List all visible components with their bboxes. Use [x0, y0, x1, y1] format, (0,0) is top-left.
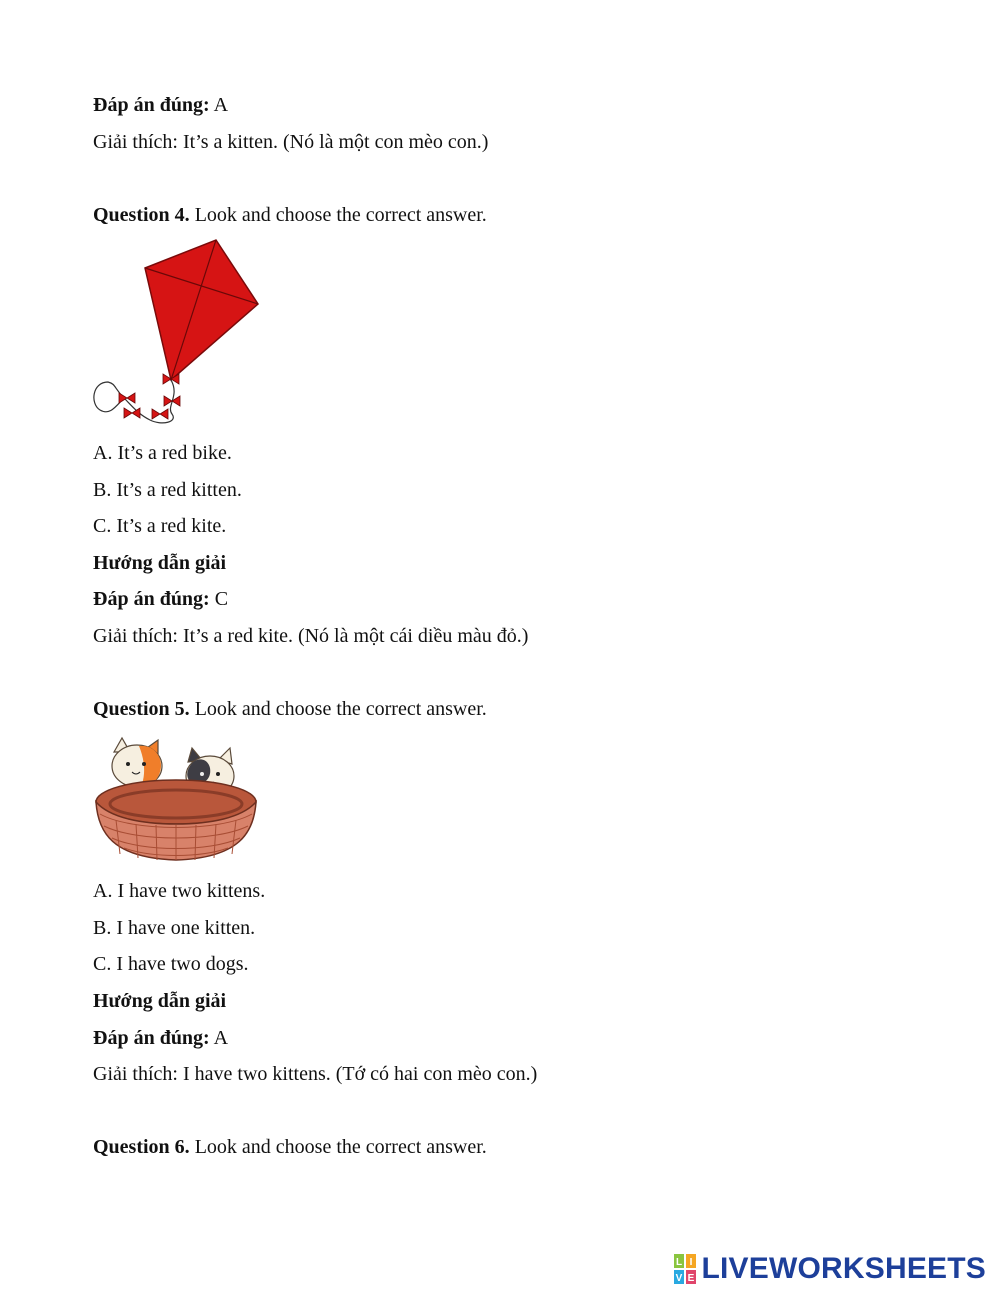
answer-value: A — [209, 94, 229, 116]
question-instruction: Look and choose the correct answer. — [189, 1136, 487, 1158]
q5-option-a: A. I have two kittens. — [93, 880, 266, 902]
question-title: Question 6. — [93, 1136, 190, 1158]
answer-value: A — [209, 1027, 229, 1049]
q4-guide-heading: Hướng dẫn giải — [93, 552, 227, 574]
logo-letter: L — [675, 1257, 682, 1268]
q6-heading — [93, 1135, 487, 1159]
q3-answer-line — [93, 93, 228, 117]
answer-label: Đáp án đúng: — [93, 94, 210, 116]
q4-answer-line — [93, 587, 228, 611]
q3-explanation: Giải thích: It’s a kitten. (Nó là một con mèo con.) — [93, 131, 489, 153]
question-instruction: Look and choose the correct answer. — [189, 698, 487, 720]
q5-heading — [93, 697, 487, 721]
q5-explanation: Giải thích: I have two kittens. (Tớ có hai con mèo con.) — [93, 1063, 538, 1085]
logo-letter: E — [687, 1273, 694, 1284]
liveworksheets-logo — [674, 1252, 987, 1286]
kittens-basket-image — [92, 732, 262, 867]
logo-letter: V — [675, 1273, 682, 1284]
answer-value: C — [209, 588, 229, 610]
question-instruction: Look and choose the correct answer. — [189, 204, 487, 226]
logo-letter: I — [689, 1257, 692, 1268]
q5-option-c: C. I have two dogs. — [93, 953, 249, 975]
answer-label: Đáp án đúng: — [93, 1027, 210, 1049]
question-title: Question 4. — [93, 204, 190, 226]
basket-icon — [96, 780, 256, 860]
q5-answer-line — [93, 1026, 228, 1050]
q4-option-a: A. It’s a red bike. — [93, 442, 232, 464]
q4-option-b: B. It’s a red kitten. — [93, 479, 242, 501]
live-blocks-icon — [674, 1253, 698, 1285]
red-kite-image — [88, 236, 263, 431]
q4-option-c: C. It’s a red kite. — [93, 515, 227, 537]
answer-label: Đáp án đúng: — [93, 588, 210, 610]
brand-name: LIVEWORKSHEETS — [701, 1252, 986, 1285]
q4-explanation: Giải thích: It’s a red kite. (Nó là một cái diều màu đỏ.) — [93, 625, 529, 647]
q5-option-b: B. I have one kitten. — [93, 917, 256, 939]
q4-heading — [93, 203, 487, 227]
question-title: Question 5. — [93, 698, 190, 720]
q5-guide-heading: Hướng dẫn giải — [93, 990, 227, 1012]
